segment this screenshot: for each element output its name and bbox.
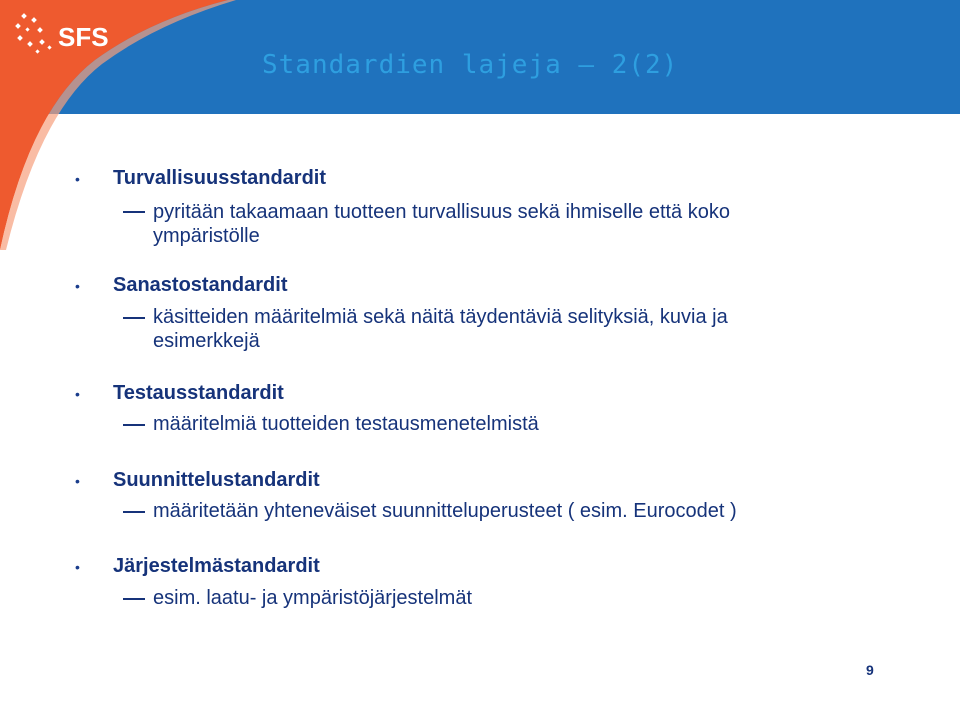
- item-heading: Turvallisuusstandardit: [113, 167, 327, 189]
- item-detail: [153, 586, 873, 610]
- bullet-dot-icon: •: [75, 278, 80, 294]
- item-detail: [153, 200, 873, 248]
- slide-title: Standardien lajeja – 2(2): [262, 50, 679, 80]
- item-detail-line: pyritään takaamaan tuotteen turvallisuus sekä ihmiselle että koko: [153, 201, 730, 223]
- item-detail-line: määritelmiä tuotteiden testausmenetelmistä: [153, 413, 539, 435]
- item-heading: Sanastostandardit: [113, 274, 288, 296]
- item-detail: [153, 499, 873, 523]
- dash-icon: [123, 317, 145, 319]
- bullet-dot-icon: •: [75, 386, 80, 402]
- bullet-dot-icon: •: [75, 473, 80, 489]
- item-detail-line: ympäristölle: [153, 225, 260, 247]
- page-number: 9: [866, 662, 874, 678]
- item-heading: Järjestelmästandardit: [113, 555, 320, 577]
- item-detail-line: esimerkkejä: [153, 330, 260, 352]
- item-heading: Suunnittelustandardit: [113, 469, 320, 491]
- logo-text: SFS: [58, 22, 109, 52]
- item-detail-line: käsitteiden määritelmiä sekä näitä täydentäviä selityksiä, kuvia ja: [153, 306, 728, 328]
- bullet-dot-icon: •: [75, 559, 80, 575]
- dash-icon: [123, 598, 145, 600]
- bullet-dot-icon: •: [75, 171, 80, 187]
- item-detail: [153, 412, 873, 436]
- item-detail-line: määritetään yhteneväiset suunnitteluperusteet ( esim. Eurocodet ): [153, 500, 737, 522]
- dash-icon: [123, 424, 145, 426]
- item-heading: Testausstandardit: [113, 382, 284, 404]
- dash-icon: [123, 211, 145, 213]
- item-detail: [153, 305, 873, 353]
- item-detail-line: esim. laatu- ja ympäristöjärjestelmät: [153, 587, 472, 609]
- dash-icon: [123, 511, 145, 513]
